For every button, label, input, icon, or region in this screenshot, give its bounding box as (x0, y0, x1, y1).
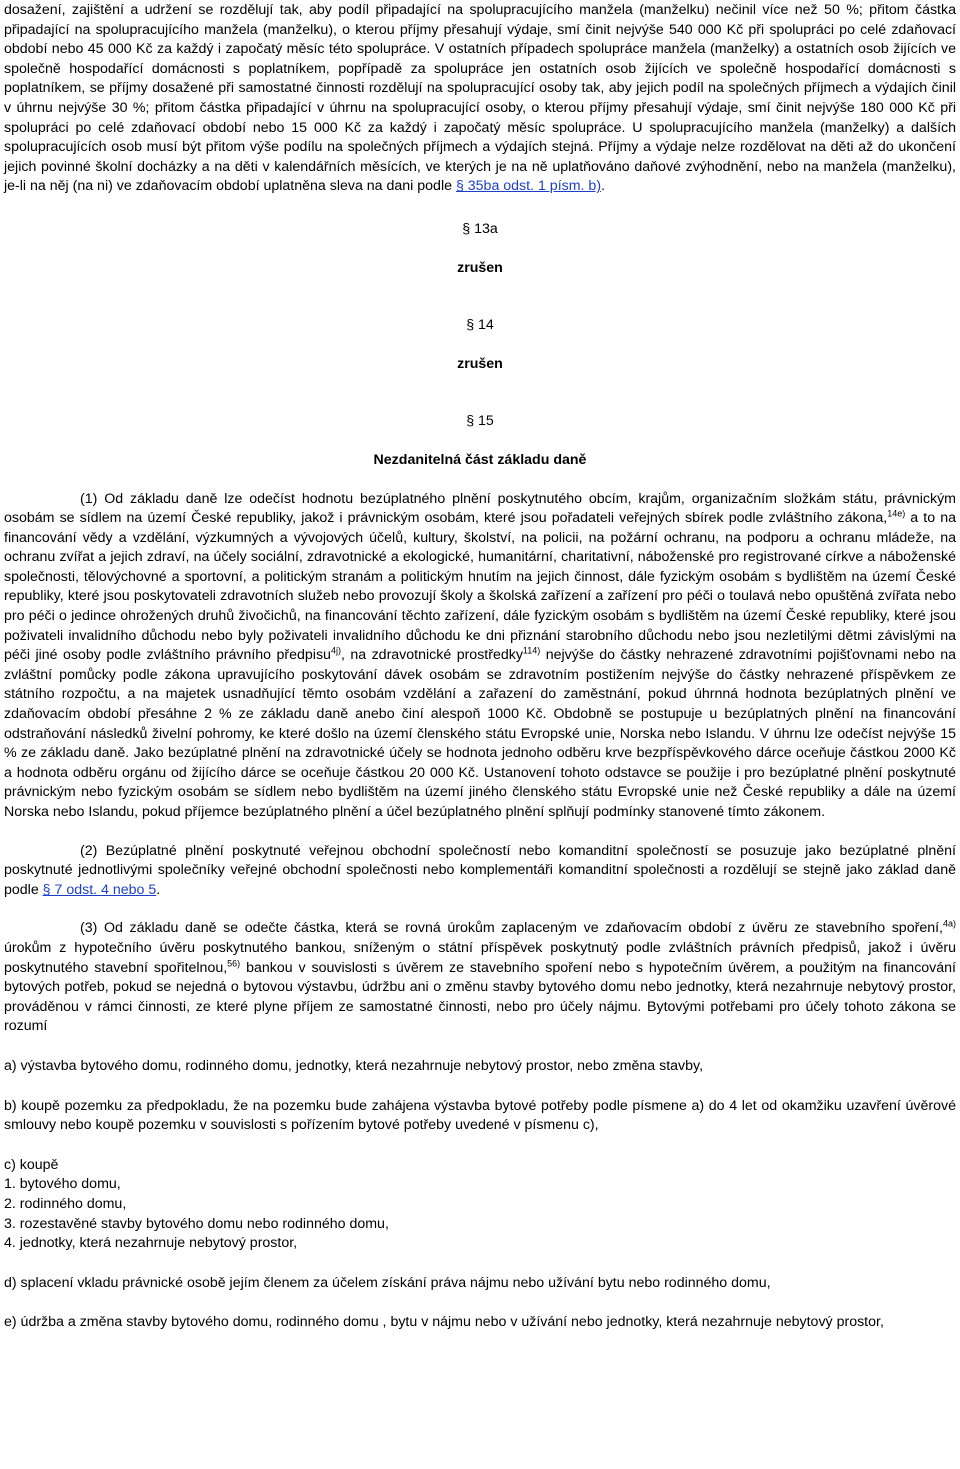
p3-text-c: bankou v souvislosti s úvěrem ze stavebního spoření nebo s hypotečním úvěrem, a použitým na financování bytových potřeb, pokud se nejedná o bytovou výstavbu, údržbu ani o změnu stavby bytového domu nebo jednotky, která nezahrnuje nebytový prostor, prováděnou v rámci činnosti, ze které plyne příjem ze samostatné činnosti, nebo pro účely nájmu. Bytovými potřebami pro účely tohoto zákona se rozumí (4, 959, 956, 1035)
p1-text-c: , na zdravotnické prostředky (340, 647, 523, 664)
p1-text-b: a to na financování vědy a vzdělání, výzkumných a vývojových účelů, kultury, školství, na policii, na požární ochranu, na podporu a ochranu mládeže, na ochranu zvířat a jejich zdraví, na účely sociální, zdravotnické a ekologické, humanitární, charitativní, náboženské pro registrované církve a náboženské společnosti, tělovýchovné a sportovní, a politickým stranám a politickým hnutím na jejich činnost, dále fyzickým osobám s bydlištěm na území České republiky, které jsou poskytovateli zdravotních služeb nebo provozují školy a školská zařízení a zařízení pro péči o toulavá nebo opuštěná zvířata nebo pro péči o jedince ohrožených druhů živočichů, na financování těchto zařízení, dále fyzickým osobám s bydlištěm na území České republiky, které jsou poživateli invalidního důchodu nebo byly poživateli invalidního důchodu ke dni přiznání starobního důchodu nebo jsou nezletilými dětmi závislými na péči jiné osoby podle zvláštního právního předpisu (4, 510, 956, 664)
item-c-label: c) koupě (4, 1156, 59, 1173)
paragraph-2 (4, 842, 956, 901)
item-d: d) splacení vkladu právnické osobě jejím členem za účelem získání práva nájmu nebo užívání bytu nebo rodinného domu, (4, 1274, 771, 1291)
section-7-link[interactable]: § 7 odst. 4 nebo 5 (42, 881, 157, 898)
document-page (0, 1, 960, 1333)
section-15-title: Nezdanitelná část základu daně (373, 451, 587, 468)
p1-text-d: nejvýše do částky nehrazené zdravotními pojišťovnami nebo na zvláštní pomůcky podle zákona upravujícího poskytování dávek osobám se zdravotním postižením nejvýše do částky nehrazené příspěvkem ze státního rozpočtu, a na majetek usnadňující těmto osobám vzdělání a zařazení do zaměstnání, pokud úhrnná hodnota bezúplatných plnění ve zdaňovacím období přesáhne 2 % ze základu daně anebo činí alespoň 1000 Kč. Obdobně se postupuje u bezúplatných plnění na financování odstraňování následků živelní pohromy, ke které došlo na území členského státu Evropské unie, Norska nebo Islandu. V úhrnu lze odečíst nejvýše 15 % ze základu daně. Jako bezúplatné plnění na zdravotnické účely se hodnota jednoho odběru krve bezpříspěvkového dárce oceňuje částkou 2000 Kč a hodnota odběru orgánu od žijícího dárce se oceňuje částkou 20 000 Kč. Ustanovení tohoto odstavce se použije i pro bezúplatné plnění poskytnuté právnickým nebo fyzickým osobám se sídlem nebo bydlištěm na území jiného členského státu Evropské unie než České republiky a dále na území Norska nebo Islandu, pokud příjemce bezúplatného plnění a účel bezúplatného plnění splňují podmínky stanovené tímto zákonem. (4, 647, 956, 820)
item-c-sub-4: 4. jednotky, která nezahrnuje nebytový prostor, (4, 1235, 298, 1252)
footnote-4j: 4j) (330, 645, 341, 656)
item-a: a) výstavba bytového domu, rodinného domu, jednotky, která nezahrnuje nebytový prostor, nebo změna stavby, (4, 1057, 704, 1074)
paragraph-1 (4, 490, 956, 823)
item-c-sub-2: 2. rodinného domu, (4, 1195, 127, 1212)
footnote-114: 114) (522, 645, 541, 656)
p3-text-b: úrokům z hypotečního úvěru poskytnutého bankou, sníženým o státní příspěvek poskytnutý podle zvláštních právních předpisů, jakož i úvěru poskytnutého stavební spořitelnou, (4, 939, 956, 976)
section-35ba-link[interactable]: § 35ba odst. 1 písm. b) (455, 178, 602, 195)
p2-tail: . (156, 881, 161, 898)
item-e: e) údržba a změna stavby bytového domu, rodinného domu , bytu v nájmu nebo v užívání nebo jednotky, která nezahrnuje nebytový prostor, (4, 1314, 884, 1331)
intro-paragraph (4, 1, 956, 197)
intro-text: dosažení, zajištění a udržení se rozdělují tak, aby podíl připadající na spolupracujícího manžela (manželku) nečinil více než 50 %; přitom částka připadající na spolupracujícího manžela (manželku), o kterou příjmy přesahují výdaje, smí činit nejvýše 540 000 Kč při spolupráci po celé zdaňovací období nebo 45 000 Kč za každý i započatý měsíc této spolupráce. V ostatních případech spolupráce manžela (manželky) a ostatních osob žijících ve společně hospodařící domácnosti s poplatníkem, popřípadě za spolupráce jen ostatních osob žijících ve společně hospodařící domácnosti s poplatníkem, se příjmy dosažené při samostatné činnosti rozdělují na spolupracující osoby tak, aby jejich podíl na společných příjmech a výdajích činil v úhrnu nejvýše 30 %; přitom částka připadající v úhrnu na spolupracující osoby, o kterou příjmy přesahují výdaje, smí činit nejvýše 180 000 Kč při spolupráci po celé zdaňovací období nebo 15 000 Kč za každý i započatý měsíc spolupráce. U spolupracujícího manžela (manželky) a dalších spolupracujících osob musí být přitom výše podílu na společných příjmech a výdajích stejná. Příjmy a výdaje nelze rozdělovat na děti až do ukončení jejich povinné školní docházky a na děti v kalendářních měsících, ve kterých je na ně uplatňováno daňové zvýhodnění, nebo na manžela (manželku), je-li na něj (na ni) ve zdaňovacím období uplatněna sleva na dani podle (4, 2, 956, 195)
section-14-status: zrušen (457, 355, 503, 372)
p1-text-a: (1) Od základu daně lze odečíst hodnotu bezúplatného plnění poskytnutého obcím, krajům, organizačním složkám státu, právnickým osobám se sídlem na území České republiky, jakož i právnickým osobám, které jsou pořadateli veřejných sbírek podle zvláštního zákona, (4, 490, 956, 527)
section-13a-status: zrušen (457, 259, 503, 276)
item-b: b) koupě pozemku za předpokladu, že na pozemku bude zahájena výstavba bytové potřeby podle písmene a) do 4 let od okamžiku uzavření úvěrové smlouvy nebo koupě pozemku v souvislosti s pořízením bytové potřeby uvedené v písmenu c), (4, 1097, 956, 1134)
footnote-4a: 4a) (942, 918, 956, 929)
section-14-number: § 14 (466, 317, 494, 334)
item-c-sub-3: 3. rozestavěné stavby bytového domu nebo rodinného domu, (4, 1215, 389, 1232)
intro-tail: . (601, 178, 606, 195)
section-15-number: § 15 (466, 413, 494, 430)
item-c (4, 1156, 956, 1254)
paragraph-3 (4, 919, 956, 1037)
p3-text-a: (3) Od základu daně se odečte částka, která se rovná úrokům zaplaceným ve zdaňovacím období z úvěru ze stavebního spoření, (80, 920, 943, 937)
footnote-56: 56) (227, 957, 241, 968)
section-13a-number: § 13a (462, 220, 498, 237)
item-c-sub-1: 1. bytového domu, (4, 1176, 121, 1193)
p2-text: (2) Bezúplatné plnění poskytnuté veřejnou obchodní společností nebo komanditní společností se posuzuje jako bezúplatné plnění poskytnuté jednotlivými společníky veřejné obchodní společnosti nebo komplementáři komanditní společnosti a rozdělují se stejně jako základ daně podle (4, 842, 956, 898)
footnote-14e: 14e) (887, 508, 906, 519)
